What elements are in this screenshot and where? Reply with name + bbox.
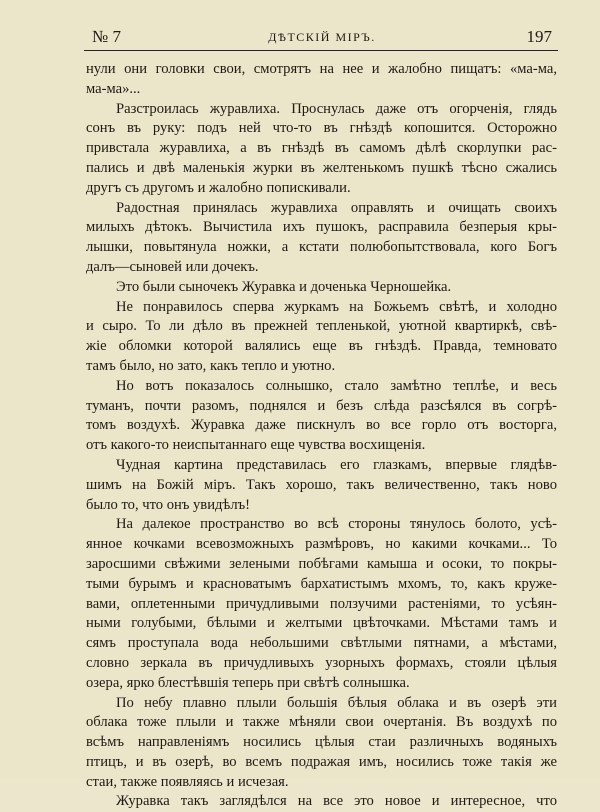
text-line: шимъ на Божій міръ. Такъ хорошо, такъ величественно, такъ ново: [86, 476, 557, 493]
text-line: сямъ проступала вода небольшими свѣтлыми пятнами, а мѣстами,: [86, 635, 557, 652]
text-line: Но вотъ показалось солнышко, стало замѣтно теплѣе, и весь: [116, 377, 557, 394]
text-line: далъ—сыновей или дочекъ.: [86, 258, 259, 275]
paragraph: [86, 60, 557, 100]
text-line: Разстроилась журавлиха. Проснулась даже отъ огорченія, глядь: [116, 100, 557, 117]
text-line: птицъ, и въ озерѣ, во всемъ подражая имъ, носились тоже такія же: [86, 753, 557, 770]
page-header: [92, 27, 552, 49]
paragraph: [86, 199, 557, 278]
text-line: По небу плавно плыли большія бѣлыя облака и въ озерѣ эти: [116, 694, 557, 711]
text-line: жіе обломки которой валялись еще въ гнѣздѣ. Правда, темновато: [86, 338, 557, 355]
text-line: лышки, повытянула ножки, а кстати полюбопытствовала, кого Богъ: [86, 239, 557, 256]
paragraph: [86, 456, 557, 515]
text-line: ными голубыми, бѣлыми и желтыми цвѣточками. Мѣстами тамъ и: [86, 615, 557, 632]
text-line: тыми бурымъ и красноватымъ бархатистымъ мхомъ, то, какъ круже-: [86, 575, 557, 592]
article-body: [86, 60, 557, 812]
paragraph: [86, 100, 557, 199]
paragraph: [86, 278, 557, 298]
text-line: милыхъ дѣтокъ. Вычистила ихъ пушокъ, расправила безперыя кры-: [86, 219, 557, 236]
text-line: стаи, также появляясь и исчезая.: [86, 773, 289, 790]
text-line: вами, оплетенными причудливыми ползучими растеніями, то усѣян-: [86, 595, 557, 612]
text-line: отъ какого-то неиспытаннаго еще чувства восхищенія.: [86, 437, 426, 454]
text-line: нули они головки свои, смотрятъ на нее и жалобно пищатъ: «ма-ма,: [86, 61, 557, 77]
paragraph: [86, 792, 557, 812]
text-line: облака тоже плыли и также мѣняли свои очертанія. Въ воздухѣ по: [86, 714, 557, 731]
text-line: было то, что онъ увидѣлъ!: [86, 496, 251, 513]
paragraph: [86, 515, 557, 693]
text-line: Это были сыночекъ Журавка и доченька Черношейка.: [116, 278, 452, 295]
header-rule: [84, 50, 558, 51]
text-line: другъ съ другомъ и жалобно попискивали.: [86, 179, 351, 196]
text-line: пались и двѣ маленькія журки въ желтенькомъ пушкѣ тѣсно сжались: [86, 159, 557, 176]
text-line: томъ воздухѣ. Журавка даже пискнулъ во все горло отъ восторга,: [86, 417, 557, 434]
text-line: На далекое пространство во всѣ стороны тянулось болото, усѣ-: [116, 516, 557, 533]
text-line: янное кочками всевозможныхъ размѣровъ, но какими кочками... То: [86, 536, 557, 553]
page-number: 197: [526, 27, 552, 46]
text-line: Не понравилось сперва журкамъ на Божьемъ свѣтѣ, и холодно: [116, 298, 557, 315]
text-line: озера, ярко блестѣвшія теперь при свѣтѣ солнышка.: [86, 674, 410, 691]
text-line: словно зеркала въ причудливыхъ узорныхъ формахъ, стояли цѣлыя: [86, 654, 557, 671]
text-line: и сыро. То ли дѣло въ прежней тепленькой, уютной квартиркѣ, свѣ-: [86, 318, 557, 335]
text-line: Чудная картина представилась его глазкамъ, впервые глядѣв-: [116, 456, 557, 473]
journal-title: ДѢТСКІЙ МІРЪ.: [268, 30, 376, 44]
text-line: туманъ, почти разомъ, поднялся и безъ слѣда разсѣялся въ согрѣ-: [86, 397, 557, 414]
paragraph: [86, 298, 557, 377]
text-line: Журавка такъ заглядѣлся на все это новое и интересное, что: [116, 793, 557, 810]
text-line: всѣмъ направленіямъ носились цѣлыя стаи различныхъ водяныхъ: [86, 734, 557, 751]
text-line: привстала журавлиха, а въ гнѣздѣ въ самомъ дѣлѣ скорлупки рас-: [86, 140, 557, 157]
text-line: ма-ма»...: [86, 80, 141, 97]
text-line: Радостная принялась журавлиха оправлять и очищать своихъ: [116, 199, 557, 216]
issue-number: № 7: [92, 27, 121, 46]
text-line: тамъ было, но зато, какъ тепло и уютно.: [86, 357, 336, 374]
paragraph: [86, 377, 557, 456]
text-line: заросшими свѣжими зелеными побѣгами камыша и осоки, то покры-: [86, 555, 557, 572]
text-line: сонъ въ руку: подъ ней что-то въ гнѣздѣ копошится. Осторожно: [86, 120, 557, 137]
